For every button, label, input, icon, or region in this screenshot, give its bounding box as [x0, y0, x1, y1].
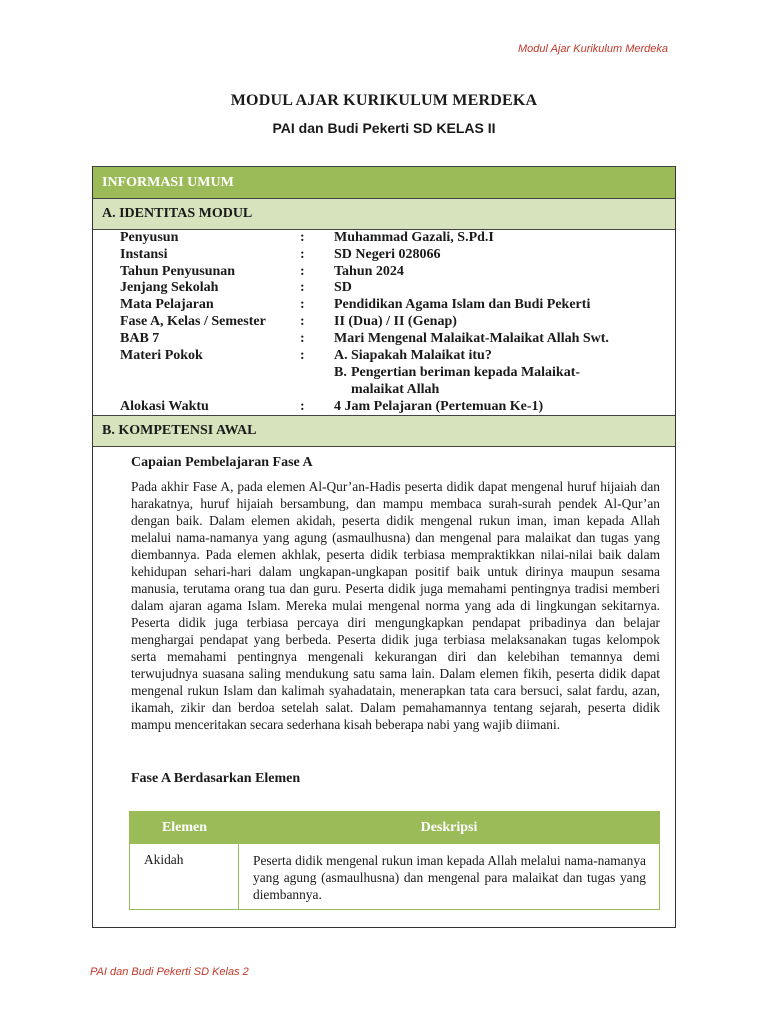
identitas-colon: : — [300, 398, 305, 414]
materi-text: Siapakah Malaikat itu? — [351, 347, 492, 363]
section-informasi-umum: INFORMASI UMUM — [93, 166, 675, 199]
footer-text: PAI dan Budi Pekerti SD Kelas 2 — [90, 966, 249, 978]
identitas-colon: : — [300, 263, 305, 279]
identitas-label: Instansi — [120, 246, 168, 262]
identitas-row — [120, 280, 634, 297]
materi-item — [334, 348, 634, 365]
identitas-value: Pendidikan Agama Islam dan Budi Pekerti — [334, 297, 591, 313]
materi-letter: A. — [334, 347, 348, 363]
identitas-value: Tahun 2024 — [334, 263, 404, 279]
identitas-row — [120, 314, 634, 331]
identitas-colon: : — [300, 280, 305, 296]
running-header: Modul Ajar Kurikulum Merdeka — [518, 43, 668, 55]
identitas-label: Fase A, Kelas / Semester — [120, 313, 266, 329]
fase-heading: Fase A Berdasarkan Elemen — [131, 771, 301, 786]
materi-item — [334, 365, 634, 399]
identitas-colon: : — [300, 246, 305, 262]
column-header-elemen: Elemen — [161, 820, 208, 835]
identitas-colon: : — [300, 347, 305, 363]
identitas-colon: : — [300, 230, 305, 245]
identitas-label: Materi Pokok — [120, 347, 203, 363]
identitas-label: BAB 7 — [120, 330, 160, 346]
materi-text: Pengertian beriman kepada Malaikat-malaikat Allah — [351, 365, 581, 398]
identitas-label: Mata Pelajaran — [120, 297, 214, 313]
cell-deskripsi: Peserta didik mengenal rukun iman kepada Allah melalui nama-namanya yang agung (asmaulhusna) dan mengenal para malaikat dan tugas yang diembannya. — [253, 853, 646, 902]
document-title: MODUL AJAR KURIKULUM MERDEKA — [230, 92, 538, 109]
cp-paragraph: Pada akhir Fase A, pada elemen Al-Qur’an-Hadis peserta didik dapat mengenal huruf hijaiah dan harakatnya, huruf hijaiah bersambung, dan mampu membaca surah-surah pendek Al-Qur’an dengan baik. Dalam elemen akidah, peserta didik mengenal rukun iman, iman kepada Allah melalui nama-namanya yang agung (asmaulhusna) dan mengenal para malaikat dan tugas yang diembannya. Pada elemen akhlak, peserta didik terbiasa mempraktikkan nilai-nilai baik dalam kehidupan sehari-hari dalam ungkapan-ungkapan positif baik untuk dirinya maupun sesama manusia, terutama orang tua dan guru. Peserta didik juga memahami pentingnya tradisi memberi dalam ajaran agama Islam. Mereka mulai mengenal norma yang ada di lingkungan sekitarnya. Peserta didik juga terbiasa percaya diri mengungkapkan pendapat pribadinya dan belajar menghargai pendapat yang berbeda. Peserta didik juga terbiasa melaksanakan tugas kelompok serta memahami pentingnya mengenali kekurangan diri dan kelebihan temannya demi terwujudnya suasana saling mendukung satu sama lain. Dalam elemen fikih, peserta didik dapat mengenal rukun Islam dan kalimah syahadatain, menerapkan tata cara bersuci, salat fardu, azan, ikamah, zikir dan berdoa setelah salat. Dalam pemahamannya tentang sejarah, peserta didik mampu menceritakan secara sederhana kisah beberapa nabi yang wajib diimani. — [131, 479, 660, 732]
section-kompetensi-awal: B. KOMPETENSI AWAL — [93, 415, 675, 447]
elemen-table-header — [130, 812, 659, 844]
elemen-table — [129, 811, 660, 910]
identitas-value: Mari Mengenal Malaikat-Malaikat Allah Swt. — [334, 330, 609, 346]
document-subtitle: PAI dan Budi Pekerti SD KELAS II — [272, 120, 496, 136]
identitas-label: Jenjang Sekolah — [120, 280, 219, 296]
identitas-colon: : — [300, 313, 305, 329]
identitas-value: SD Negeri 028066 — [334, 246, 441, 262]
identitas-label: Tahun Penyusunan — [120, 263, 236, 279]
column-header-deskripsi: Deskripsi — [420, 820, 478, 835]
identitas-row — [120, 331, 634, 348]
materi-letter: B. — [334, 365, 347, 381]
materi-list — [334, 348, 634, 399]
identitas-row — [120, 230, 634, 247]
cell-elemen: Akidah — [130, 844, 239, 909]
section-identitas-modul: A. IDENTITAS MODUL — [93, 199, 675, 230]
cp-heading: Capaian Pembelajaran Fase A — [131, 455, 313, 470]
identitas-colon: : — [300, 297, 305, 313]
identitas-value: 4 Jam Pelajaran (Pertemuan Ke-1) — [334, 398, 544, 414]
identitas-label: Alokasi Waktu — [120, 398, 209, 414]
identitas-row — [120, 247, 634, 264]
identitas-row — [120, 264, 634, 281]
identitas-label: Penyusun — [120, 230, 179, 245]
table-row — [130, 844, 659, 909]
identitas-colon: : — [300, 330, 305, 346]
identitas-value: Muhammad Gazali, S.Pd.I — [334, 230, 494, 245]
identitas-value: II (Dua) / II (Genap) — [334, 313, 457, 329]
identitas-table — [120, 230, 634, 416]
identitas-row — [120, 297, 634, 314]
identitas-row-materi — [120, 348, 634, 399]
identitas-row — [120, 399, 634, 416]
identitas-value: SD — [334, 280, 352, 296]
